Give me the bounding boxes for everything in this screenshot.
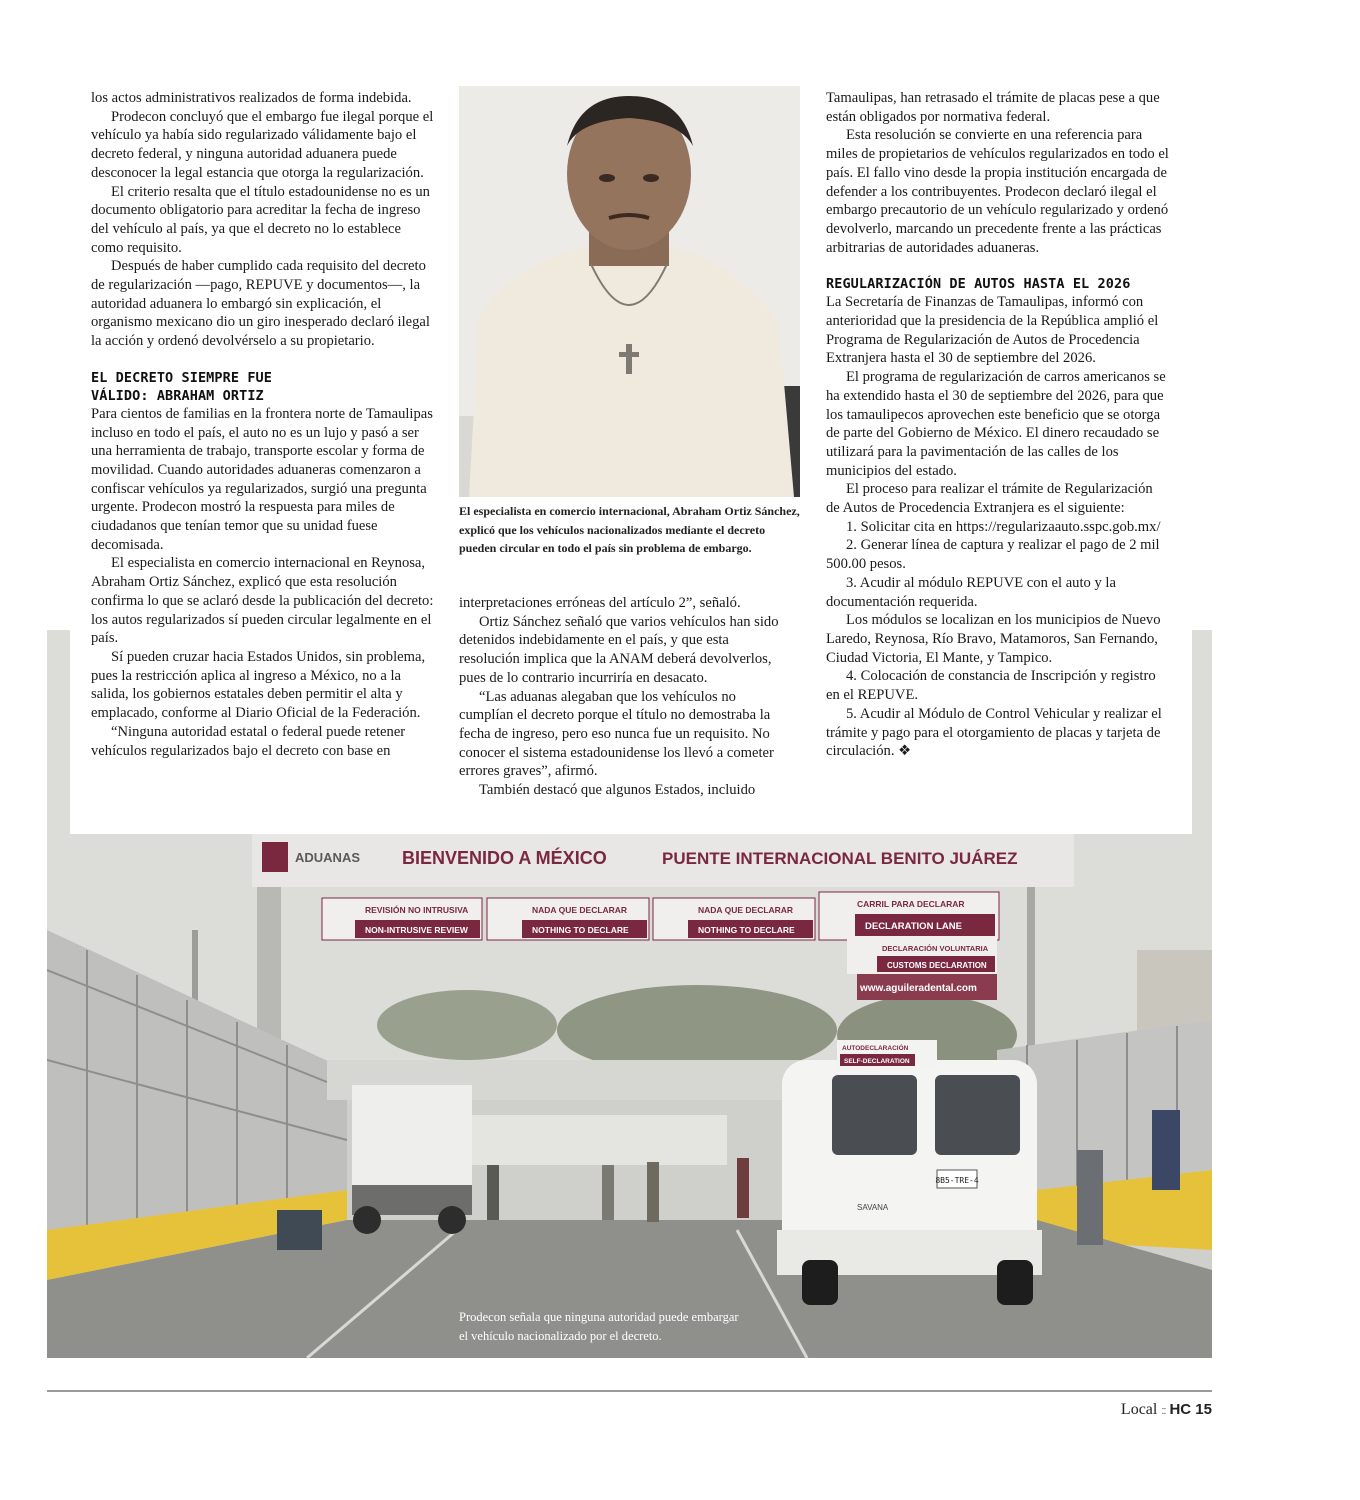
section-heading-line-1: EL DECRETO SIEMPRE FUE: [91, 369, 273, 386]
lane1-es: REVISIÓN NO INTRUSIVA: [365, 905, 469, 915]
footer-page-number: HC 15: [1169, 1401, 1212, 1418]
footer-rule: [47, 1390, 1212, 1392]
col3-step-3-modules: Los módulos se localizan en los municipios de Nuevo Laredo, Reynosa, Río Bravo, Matamoros, San Fernando, Ciudad Victoria, El Mante, y Tampico.: [826, 612, 1161, 666]
page-footer: [1121, 1400, 1212, 1421]
bridge-photo-caption-text: Prodecon señala que ninguna autoridad puede embargar el vehículo nacionalizado por el decreto.: [459, 1310, 739, 1343]
portrait-photo: [459, 86, 800, 497]
section-heading-decreto: [91, 369, 434, 405]
bridge-name-text: PUENTE INTERNACIONAL BENITO JUÁREZ: [662, 849, 1018, 868]
col3-paragraph-4: El programa de regularización de carros americanos se ha extendido hasta el 30 de septiembre del 2026, para que los tamaulipecos aprovechen este beneficio que se otorga de parte del Gobierno de México. El dinero recaudado se utilizará para la pavimentación de las calles de los municipios del estado.: [826, 369, 1166, 479]
col1-paragraph-2: Prodecon concluyó que el embargo fue ilegal porque el vehículo ya había sido regularizado válidamente bajo el decreto federal, y ninguna autoridad aduanera puede desconocer la legal estancia que otorga la regularización.: [91, 108, 434, 181]
col2-paragraph-2: Ortiz Sánchez señaló que varios vehículos han sido detenidos indebidamente en el país, y que esta resolución implica que la ANAM deberá devolverlos, pues de lo contrario incurriría en desacato.: [459, 613, 779, 686]
col3-paragraph-3: La Secretaría de Finanzas de Tamaulipas, informó con anterioridad que la presidencia de la República amplió el Programa de Regularización de Autos de Procedencia Extranjera hasta el 30 de septiembre del 2026.: [826, 294, 1159, 367]
col1-paragraph-7: Sí pueden cruzar hacia Estados Unidos, sin problema, pues la restricción aplica al ingreso a México, no a la salida, los gobiernos estatales deben permitir el alta y emplacado, conforme al Diario Oficial de la Federación.: [91, 648, 426, 722]
aduanas-text: ADUANAS: [295, 850, 360, 865]
col2-paragraph-4: También destacó que algunos Estados, incluido: [479, 782, 756, 799]
col1-paragraph-1: los actos administrativos realizados de forma indebida.: [91, 90, 412, 106]
col1-paragraph-8: “Ninguna autoridad estatal o federal puede retener vehículos regularizados bajo el decreto con base en: [91, 723, 406, 759]
col2-paragraph-1: interpretaciones erróneas del artículo 2”, señaló.: [459, 595, 741, 611]
billboard-text: www.aguileradental.com: [860, 983, 977, 994]
lane2-en: NOTHING TO DECLARE: [532, 925, 629, 935]
van-plate: 8B5-TRE-4: [935, 1176, 979, 1185]
col3-paragraph-5: El proceso para realizar el trámite de Regularización de Autos de Procedencia Extranjera es el siguiente:: [826, 481, 1153, 517]
article-column-3: [826, 89, 1169, 761]
col3-step-4: 4. Colocación de constancia de Inscripción y registro en el REPUVE.: [826, 668, 1156, 704]
lane3-en: NOTHING TO DECLARE: [698, 925, 795, 935]
col1-paragraph-4: Después de haber cumplido cada requisito del decreto de regularización —pago, REPUVE y documentos—, la autoridad aduanera lo embargó sin explicación, el organismo mexicano dio un giro inesperado declaró ilegal la acción y ordenó devolvérselo a su propietario.: [91, 258, 430, 350]
col3-step-5: 5. Acudir al Módulo de Control Vehicular y realizar el trámite y pago para el otorgamiento de placas y tarjeta de circulación. ❖: [826, 705, 1162, 760]
lane4-en: DECLARATION LANE: [865, 921, 962, 932]
lane2-es: NADA QUE DECLARAR: [532, 905, 628, 915]
col3-paragraph-2: Esta resolución se convierte en una referencia para miles de propietarios de vehículos regularizados en todo el país. El fallo vino desde la propia institución encargada de defender a los contribuyentes. Prodecon declaró ilegal el embargo precautorio de un vehículo regularizado y ordenó devolverlo, marcando un precedente frente a las prácticas arbitrarias de autoridades aduaneras.: [826, 127, 1169, 256]
lane1-en: NON-INTRUSIVE REVIEW: [365, 925, 468, 935]
col3-paragraph-1: Tamaulipas, han retrasado el trámite de placas pese a que están obligados por normativa federal.: [826, 90, 1160, 125]
col1-paragraph-3: El criterio resalta que el título estadounidense no es un documento obligatorio para acreditar la fecha de ingreso del vehículo al país, ya que el decreto no lo establece como requisito.: [91, 183, 430, 256]
article-column-1: [91, 89, 434, 760]
article-column-2: [459, 594, 785, 800]
section-heading-line-2: VÁLIDO: ABRAHAM ORTIZ: [91, 387, 264, 404]
footer-separator: ::: [1161, 1405, 1166, 1417]
lane3-es: NADA QUE DECLARAR: [698, 905, 794, 915]
col3-step-2: 2. Generar línea de captura y realizar el pago de 2 mil 500.00 pesos.: [826, 537, 1160, 573]
col3-step-1: 1. Solicitar cita en https://regularizaauto.sspc.gob.mx/: [846, 518, 1161, 535]
side-sign-en: CUSTOMS DECLARATION: [887, 961, 987, 970]
portrait-caption-text: El especialista en comercio internacional, Abraham Ortiz Sánchez, explicó que los vehículos nacionalizados mediante el decreto pueden circular en todo el país sin problema de embargo.: [459, 504, 800, 555]
bridge-photo-caption: [459, 1308, 749, 1346]
autodecl-es: AUTODECLARACIÓN: [842, 1045, 909, 1052]
welcome-text: BIENVENIDO A MÉXICO: [402, 848, 607, 868]
section-heading-regularizacion: REGULARIZACIÓN DE AUTOS HASTA EL 2026: [826, 276, 1131, 293]
footer-section: Local: [1120, 1401, 1158, 1418]
col2-paragraph-3: “Las aduanas alegaban que los vehículos no cumplían el decreto porque el título no demostraba la fecha de ingreso, pero eso nunca fue un requisito. No conocer el sistema estadounidense los llevó a cometer errores graves”, afirmó.: [459, 688, 774, 780]
col3-step-3: 3. Acudir al módulo REPUVE con el auto y la documentación requerida.: [826, 574, 1116, 610]
col1-paragraph-6: El especialista en comercio internacional en Reynosa, Abraham Ortiz Sánchez, explicó que esta resolución confirma lo que se aclaró desde la publicación del decreto: los autos regularizados sí pueden circular legalmente en el país.: [91, 555, 434, 647]
portrait-caption: [459, 502, 800, 558]
autodecl-en: SELF-DECLARATION: [844, 1058, 910, 1065]
van-badge: SAVANA: [857, 1203, 889, 1212]
side-sign-es: DECLARACIÓN VOLUNTARIA: [882, 944, 989, 953]
col1-paragraph-5: Para cientos de familias en la frontera norte de Tamaulipas incluso en todo el país, el auto no es un lujo y pasó a ser una herramienta de trabajo, transporte escolar y forma de movilidad. Cuando autoridades aduaneras comenzaron a confiscar vehículos ya regularizados, surgió una pregunta urgente. Prodecon mostró la respuesta para miles de ciudadanos que tenían temor que su unidad fuese decomisada.: [91, 405, 433, 553]
lane4-es: CARRIL PARA DECLARAR: [857, 899, 965, 909]
